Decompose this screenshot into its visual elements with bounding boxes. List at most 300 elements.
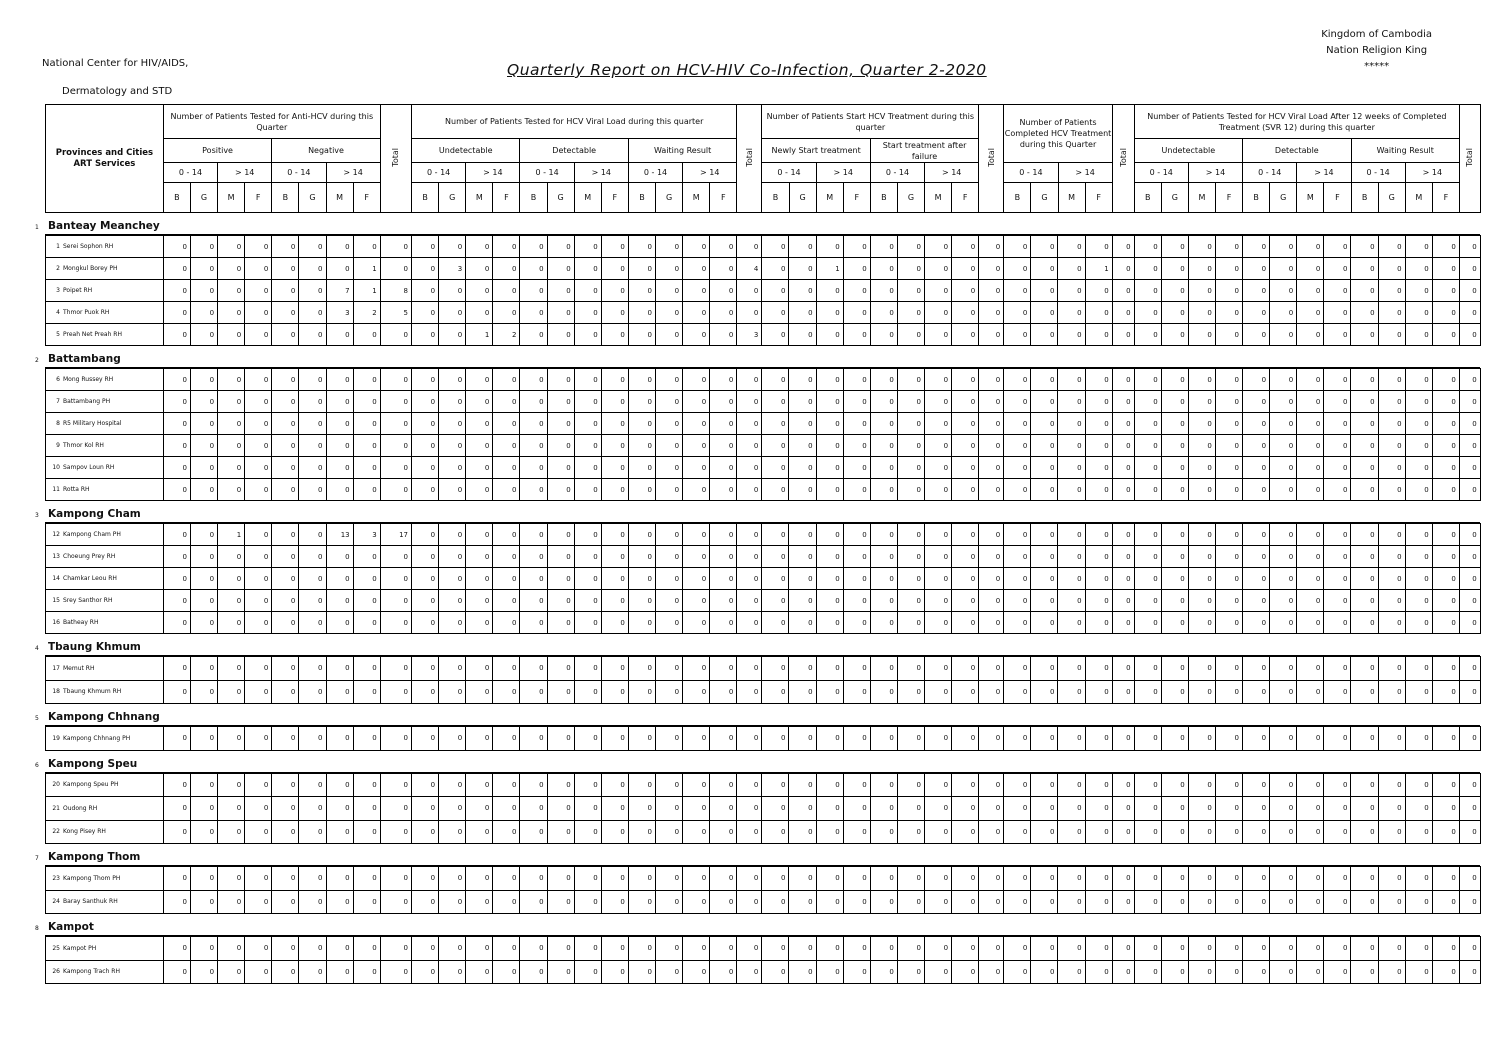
value-cell: 0 (762, 657, 789, 681)
value-cell: 0 (628, 657, 655, 681)
value-cell: 0 (1378, 324, 1405, 346)
value-cell: 0 (163, 797, 190, 821)
value-cell: 0 (1459, 302, 1480, 324)
value-cell: 0 (1161, 479, 1188, 501)
value-cell: 0 (1058, 797, 1085, 821)
value-cell: 0 (1004, 867, 1031, 891)
value-cell: 0 (710, 797, 737, 821)
value-cell: 0 (1085, 435, 1112, 457)
value-cell: 0 (163, 236, 190, 258)
value-cell: 0 (655, 727, 682, 751)
value-cell: 0 (924, 568, 951, 590)
value-cell: 0 (952, 546, 979, 568)
value-cell: 0 (1215, 590, 1242, 612)
value-cell: 0 (1459, 820, 1480, 844)
value-cell: 0 (439, 590, 466, 612)
table-row (46, 391, 1481, 413)
value-cell: 0 (870, 457, 897, 479)
value-cell: 0 (272, 568, 299, 590)
value-cell: 0 (1161, 391, 1188, 413)
value-cell: 0 (843, 773, 870, 797)
value-cell: 0 (380, 797, 411, 821)
value-cell: 0 (1215, 369, 1242, 391)
value-cell: 0 (1351, 612, 1378, 634)
value-cell: 0 (493, 797, 520, 821)
value-cell: 0 (897, 302, 924, 324)
value-cell: 0 (1161, 280, 1188, 302)
facility-index: 24 (52, 898, 60, 906)
value-cell: 0 (1134, 568, 1161, 590)
sex-g-header: G (299, 183, 326, 213)
total-label: Total (391, 148, 401, 167)
value-cell: 0 (520, 435, 547, 457)
value-cell: 0 (1112, 369, 1134, 391)
value-cell: 0 (1242, 568, 1269, 590)
value-cell: 0 (1270, 612, 1297, 634)
value-cell: 0 (163, 479, 190, 501)
value-cell: 0 (601, 820, 628, 844)
value-cell: 0 (272, 457, 299, 479)
value-cell: 0 (1058, 820, 1085, 844)
value-cell: 0 (1031, 937, 1058, 961)
value-cell: 0 (245, 568, 272, 590)
facility-index: 15 (52, 597, 60, 604)
value-cell: 0 (1161, 236, 1188, 258)
table-row (46, 867, 1481, 891)
value-cell: 0 (1134, 413, 1161, 435)
value-cell: 0 (1085, 546, 1112, 568)
value-cell: 0 (843, 524, 870, 546)
value-cell: 0 (655, 391, 682, 413)
value-cell: 0 (353, 479, 380, 501)
value-cell: 0 (439, 568, 466, 590)
value-cell: 0 (1405, 680, 1432, 704)
total-anti-hcv-header (380, 105, 411, 213)
value-cell: 0 (326, 773, 353, 797)
total-viral-load-header (737, 105, 762, 213)
value-cell: 0 (1405, 612, 1432, 634)
value-cell: 0 (493, 479, 520, 501)
value-cell: 0 (683, 890, 710, 914)
value-cell: 0 (683, 867, 710, 891)
value-cell: 0 (1378, 568, 1405, 590)
value-cell: 0 (979, 568, 1004, 590)
value-cell: 0 (601, 960, 628, 984)
value-cell: 0 (924, 479, 951, 501)
value-cell: 0 (924, 524, 951, 546)
province-table (45, 368, 1481, 501)
value-cell: 0 (380, 937, 411, 961)
value-cell: 0 (190, 369, 217, 391)
value-cell: 0 (493, 435, 520, 457)
value-cell: 0 (1134, 890, 1161, 914)
value-cell: 0 (655, 657, 682, 681)
value-cell: 0 (979, 797, 1004, 821)
value-cell: 0 (1270, 280, 1297, 302)
value-cell: 0 (979, 369, 1004, 391)
value-cell: 0 (1432, 890, 1459, 914)
value-cell: 0 (979, 413, 1004, 435)
report-title: Quarterly Report on HCV-HIV Co-Infection, Quarter 2-2020 (507, 61, 987, 79)
value-cell: 0 (466, 867, 493, 891)
value-cell: 0 (628, 302, 655, 324)
value-cell: 0 (547, 236, 574, 258)
value-cell: 0 (520, 546, 547, 568)
value-cell: 0 (1432, 369, 1459, 391)
value-cell: 0 (601, 727, 628, 751)
value-cell: 0 (952, 797, 979, 821)
value-cell: 0 (1351, 302, 1378, 324)
value-cell: 0 (272, 890, 299, 914)
value-cell: 0 (272, 680, 299, 704)
value-cell: 0 (789, 773, 816, 797)
value-cell: 0 (1134, 657, 1161, 681)
province-underline (45, 367, 1480, 368)
value-cell: 0 (737, 680, 762, 704)
value-cell: 0 (1031, 302, 1058, 324)
value-cell: 0 (1351, 324, 1378, 346)
value-cell: 0 (762, 413, 789, 435)
value-cell: 0 (520, 568, 547, 590)
value-cell: 0 (245, 727, 272, 751)
value-cell: 0 (190, 435, 217, 457)
sex-b-header: B (1134, 183, 1161, 213)
value-cell: 0 (1242, 890, 1269, 914)
value-cell: 0 (520, 324, 547, 346)
value-cell: 0 (843, 369, 870, 391)
value-cell: 0 (1324, 657, 1351, 681)
value-cell: 0 (1459, 324, 1480, 346)
province-number: 8 (35, 925, 39, 932)
value-cell: 0 (1188, 890, 1215, 914)
org-name-line1: National Center for HIV/AIDS, (42, 58, 189, 69)
value-cell: 0 (218, 280, 245, 302)
sex-f-header: F (1215, 183, 1242, 213)
sex-b-header: B (1243, 183, 1270, 213)
value-cell: 0 (163, 546, 190, 568)
value-cell: 0 (628, 568, 655, 590)
value-cell: 0 (789, 302, 816, 324)
value-cell: 0 (574, 413, 601, 435)
value-cell: 0 (924, 612, 951, 634)
value-cell: 0 (1270, 867, 1297, 891)
value-cell: 0 (1112, 258, 1134, 280)
sex-f-header: F (1432, 183, 1459, 213)
value-cell: 0 (1004, 680, 1031, 704)
sex-m-header: M (1405, 183, 1432, 213)
value-cell: 0 (1215, 937, 1242, 961)
value-cell: 0 (574, 680, 601, 704)
value-cell: 0 (897, 324, 924, 346)
value-cell: 0 (1324, 302, 1351, 324)
value-cell: 0 (1085, 391, 1112, 413)
value-cell: 0 (245, 612, 272, 634)
table-row (46, 524, 1481, 546)
svr-waiting-header: Waiting Result (1351, 139, 1459, 163)
value-cell: 0 (1297, 258, 1324, 280)
value-cell: 0 (762, 280, 789, 302)
value-cell: 0 (1242, 435, 1269, 457)
value-cell: 0 (897, 937, 924, 961)
value-cell: 0 (190, 280, 217, 302)
value-cell: 0 (493, 937, 520, 961)
value-cell: 0 (380, 960, 411, 984)
value-cell: 0 (326, 960, 353, 984)
value-cell: 0 (1031, 457, 1058, 479)
value-cell: 0 (628, 867, 655, 891)
value-cell: 2 (353, 302, 380, 324)
facility-name: Mong Russey RH (63, 376, 114, 383)
value-cell: 0 (816, 890, 843, 914)
age-over-14-header: > 14 (218, 163, 272, 183)
value-cell: 0 (1459, 568, 1480, 590)
value-cell: 0 (245, 820, 272, 844)
value-cell: 0 (924, 867, 951, 891)
value-cell: 0 (299, 457, 326, 479)
value-cell: 0 (466, 302, 493, 324)
value-cell: 0 (952, 657, 979, 681)
sex-g-header: G (897, 183, 924, 213)
value-cell: 0 (245, 324, 272, 346)
value-cell: 0 (1215, 890, 1242, 914)
province-number: 7 (35, 855, 39, 862)
value-cell: 0 (1058, 960, 1085, 984)
value-cell: 0 (789, 236, 816, 258)
svr-undetectable-header: Undetectable (1134, 139, 1242, 163)
value-cell: 0 (1215, 324, 1242, 346)
value-cell: 0 (326, 657, 353, 681)
sex-m-header: M (1188, 183, 1215, 213)
facility-name: Batheay RH (63, 619, 99, 626)
value-cell: 0 (299, 280, 326, 302)
value-cell: 0 (843, 302, 870, 324)
facility-index: 25 (52, 944, 60, 952)
facility-cell (46, 590, 164, 612)
report-sheet (35, 104, 1480, 984)
value-cell: 0 (924, 727, 951, 751)
value-cell: 0 (547, 797, 574, 821)
value-cell: 0 (190, 324, 217, 346)
value-cell: 0 (1270, 457, 1297, 479)
value-cell: 0 (1242, 727, 1269, 751)
value-cell: 0 (1432, 258, 1459, 280)
value-cell: 0 (655, 960, 682, 984)
value-cell: 0 (245, 524, 272, 546)
value-cell: 0 (1432, 937, 1459, 961)
value-cell: 0 (439, 391, 466, 413)
value-cell: 0 (1215, 820, 1242, 844)
value-cell: 0 (353, 820, 380, 844)
value-cell: 0 (1188, 236, 1215, 258)
value-cell: 0 (1112, 236, 1134, 258)
value-cell: 0 (789, 369, 816, 391)
value-cell: 0 (520, 960, 547, 984)
value-cell: 0 (439, 302, 466, 324)
facility-index: 23 (52, 874, 60, 882)
value-cell: 0 (326, 479, 353, 501)
value-cell: 0 (190, 797, 217, 821)
value-cell: 1 (466, 324, 493, 346)
value-cell: 0 (1031, 546, 1058, 568)
group-anti-hcv: Number of Patients Tested for Anti-HCV during this Quarter (163, 105, 380, 139)
facility-index: 16 (52, 619, 60, 626)
value-cell: 0 (762, 937, 789, 961)
value-cell: 0 (1324, 524, 1351, 546)
value-cell: 0 (1134, 773, 1161, 797)
value-cell: 0 (1031, 413, 1058, 435)
facility-cell (46, 546, 164, 568)
value-cell: 0 (547, 435, 574, 457)
value-cell: 0 (245, 457, 272, 479)
value-cell: 0 (655, 680, 682, 704)
value-cell: 0 (843, 937, 870, 961)
value-cell: 0 (979, 546, 1004, 568)
value-cell: 0 (218, 797, 245, 821)
value-cell: 0 (1270, 302, 1297, 324)
value-cell: 0 (762, 524, 789, 546)
province-table (45, 523, 1481, 634)
value-cell: 0 (683, 657, 710, 681)
value-cell: 0 (218, 479, 245, 501)
value-cell: 0 (1242, 413, 1269, 435)
value-cell: 0 (272, 820, 299, 844)
value-cell: 0 (163, 391, 190, 413)
value-cell: 0 (710, 568, 737, 590)
value-cell: 0 (1378, 479, 1405, 501)
value-cell: 0 (466, 820, 493, 844)
province-name: Kampong Speu (48, 757, 138, 770)
value-cell: 0 (1215, 236, 1242, 258)
value-cell: 0 (1112, 457, 1134, 479)
value-cell: 0 (1378, 369, 1405, 391)
value-cell: 0 (272, 413, 299, 435)
value-cell: 0 (190, 457, 217, 479)
value-cell: 0 (601, 457, 628, 479)
value-cell: 0 (493, 657, 520, 681)
report-table-header (45, 104, 1481, 213)
value-cell: 0 (1215, 391, 1242, 413)
value-cell: 0 (1161, 324, 1188, 346)
value-cell: 0 (493, 890, 520, 914)
value-cell: 0 (439, 960, 466, 984)
value-cell: 0 (870, 568, 897, 590)
value-cell: 0 (1405, 324, 1432, 346)
value-cell: 0 (574, 960, 601, 984)
value-cell: 0 (952, 727, 979, 751)
value-cell: 0 (1378, 680, 1405, 704)
value-cell: 0 (1378, 590, 1405, 612)
province-number: 1 (35, 224, 39, 231)
value-cell: 0 (1161, 258, 1188, 280)
value-cell: 0 (466, 457, 493, 479)
sex-g-header: G (439, 183, 466, 213)
value-cell: 0 (299, 937, 326, 961)
value-cell: 0 (1405, 960, 1432, 984)
value-cell: 0 (816, 657, 843, 681)
value-cell: 0 (1432, 302, 1459, 324)
value-cell: 0 (1031, 280, 1058, 302)
value-cell: 0 (272, 391, 299, 413)
value-cell: 0 (1324, 369, 1351, 391)
value-cell: 0 (412, 568, 439, 590)
value-cell: 0 (737, 435, 762, 457)
value-cell: 0 (299, 867, 326, 891)
value-cell: 0 (299, 820, 326, 844)
value-cell: 0 (1351, 937, 1378, 961)
value-cell: 0 (1297, 680, 1324, 704)
value-cell: 0 (1242, 391, 1269, 413)
value-cell: 0 (439, 820, 466, 844)
value-cell: 0 (924, 280, 951, 302)
table-row (46, 413, 1481, 435)
value-cell: 0 (493, 568, 520, 590)
facility-name: Kampong Speu PH (63, 781, 119, 789)
value-cell: 0 (547, 391, 574, 413)
value-cell: 0 (1405, 369, 1432, 391)
facility-name: Thmor Kol RH (63, 442, 104, 449)
value-cell: 0 (1324, 280, 1351, 302)
group-start-treatment: Number of Patients Start HCV Treatment during this quarter (762, 105, 979, 139)
value-cell: 0 (710, 960, 737, 984)
value-cell: 0 (952, 479, 979, 501)
value-cell: 0 (737, 890, 762, 914)
facility-name: Chamkar Leou RH (63, 575, 117, 582)
value-cell: 0 (1324, 568, 1351, 590)
value-cell: 0 (547, 479, 574, 501)
sex-g-header: G (1031, 183, 1058, 213)
value-cell: 0 (979, 680, 1004, 704)
value-cell: 0 (163, 612, 190, 634)
value-cell: 0 (272, 280, 299, 302)
value-cell: 0 (1161, 890, 1188, 914)
value-cell: 0 (710, 612, 737, 634)
province-underline (45, 865, 1480, 866)
province-header (35, 850, 1480, 866)
value-cell: 0 (683, 524, 710, 546)
motto-stars: ***** (1364, 61, 1390, 72)
value-cell: 0 (1215, 524, 1242, 546)
value-cell: 0 (1270, 820, 1297, 844)
value-cell: 0 (870, 890, 897, 914)
value-cell: 0 (412, 280, 439, 302)
value-cell: 0 (762, 479, 789, 501)
value-cell: 0 (1459, 258, 1480, 280)
facility-cell (46, 391, 164, 413)
value-cell: 0 (1031, 890, 1058, 914)
value-cell: 0 (1134, 391, 1161, 413)
value-cell: 0 (1004, 773, 1031, 797)
value-cell: 0 (1161, 960, 1188, 984)
value-cell: 0 (1058, 773, 1085, 797)
value-cell: 0 (655, 280, 682, 302)
value-cell: 0 (272, 435, 299, 457)
value-cell: 0 (952, 960, 979, 984)
sex-g-header: G (1270, 183, 1297, 213)
value-cell: 0 (1242, 479, 1269, 501)
facility-cell (46, 479, 164, 501)
value-cell: 0 (1324, 960, 1351, 984)
value-cell: 0 (762, 590, 789, 612)
value-cell: 0 (710, 236, 737, 258)
value-cell: 0 (1324, 867, 1351, 891)
value-cell: 0 (412, 324, 439, 346)
value-cell: 0 (439, 236, 466, 258)
value-cell: 0 (1405, 773, 1432, 797)
value-cell: 0 (1134, 960, 1161, 984)
facility-index: 9 (56, 442, 60, 449)
value-cell: 0 (1351, 568, 1378, 590)
facility-index: 7 (56, 398, 60, 405)
